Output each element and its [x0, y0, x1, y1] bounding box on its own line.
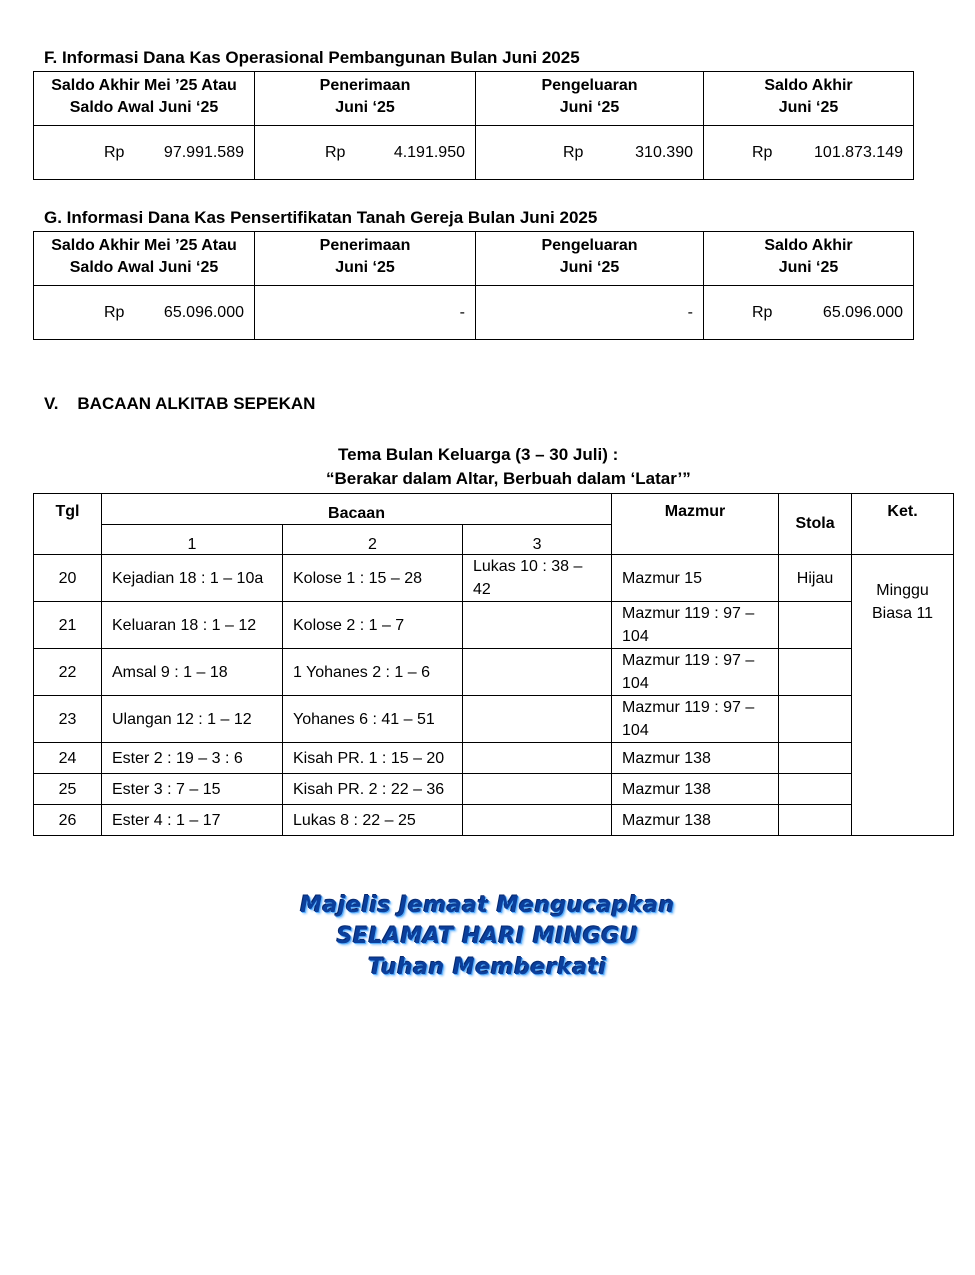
- row-bacaan-2: Yohanes 6 : 41 – 51: [283, 696, 463, 743]
- reading-table: [33, 493, 954, 836]
- g-header-saldo-akhir: Saldo Akhir Juni ‘25: [704, 232, 914, 286]
- section-g-table: [33, 231, 914, 340]
- g-value-penerimaan: -: [255, 286, 476, 340]
- amount: 97.991.589: [163, 143, 244, 161]
- row-stola: [779, 805, 852, 836]
- row-bacaan-3: [463, 743, 612, 774]
- f-header-saldo-akhir: Saldo Akhir Juni ‘25: [704, 72, 914, 126]
- row-stola: [779, 602, 852, 649]
- theme-line-2: “Berakar dalam Altar, Berbuah dalam ‘Latar’”: [326, 469, 691, 488]
- row-tgl: 22: [34, 649, 102, 696]
- g-header-pengeluaran: Pengeluaran Juni ‘25: [476, 232, 704, 286]
- row-mazmur: Mazmur 138: [612, 774, 779, 805]
- row-mazmur: Mazmur 119 : 97 – 104: [612, 602, 779, 649]
- table-row: [34, 602, 954, 649]
- row-bacaan-2: Kisah PR. 2 : 22 – 36: [283, 774, 463, 805]
- g-header-penerimaan: Penerimaan Juni ‘25: [255, 232, 476, 286]
- row-mazmur: Mazmur 138: [612, 743, 779, 774]
- col-bacaan-2: 2: [283, 525, 463, 555]
- col-stola: Stola: [779, 494, 852, 555]
- f-header-pengeluaran: Pengeluaran Juni ‘25: [476, 72, 704, 126]
- amount: 65.096.000: [822, 303, 903, 321]
- row-bacaan-3: [463, 774, 612, 805]
- row-tgl: 24: [34, 743, 102, 774]
- table-row: [34, 774, 954, 805]
- amount: 310.390: [635, 143, 693, 161]
- amount: 4.191.950: [393, 143, 465, 161]
- row-bacaan-3: [463, 602, 612, 649]
- row-stola: [779, 649, 852, 696]
- closing-line-2: SELAMAT HARI MINGGU: [336, 924, 639, 949]
- row-stola: [779, 696, 852, 743]
- row-mazmur: Mazmur 15: [612, 555, 779, 602]
- row-tgl: 25: [34, 774, 102, 805]
- f-header-saldo-awal: Saldo Akhir Mei ’25 Atau Saldo Awal Juni ‘25: [34, 72, 255, 126]
- f-value-saldo-awal: [34, 126, 255, 180]
- row-bacaan-3: Lukas 10 : 38 – 42: [463, 555, 612, 602]
- row-mazmur: Mazmur 119 : 97 – 104: [612, 649, 779, 696]
- table-row: [34, 805, 954, 836]
- closing-line-1: Majelis Jemaat Mengucapkan: [300, 893, 675, 918]
- currency-label: Rp: [752, 303, 773, 321]
- ket-value: Minggu Biasa 11: [852, 555, 954, 836]
- row-bacaan-1: Amsal 9 : 1 – 18: [102, 649, 283, 696]
- row-bacaan-3: [463, 696, 612, 743]
- table-row: [34, 696, 954, 743]
- f-value-penerimaan: [255, 126, 476, 180]
- row-tgl: 20: [34, 555, 102, 602]
- row-mazmur: Mazmur 138: [612, 805, 779, 836]
- row-bacaan-1: Ester 4 : 1 – 17: [102, 805, 283, 836]
- section-v-title: V. BACAAN ALKITAB SEPEKAN: [44, 394, 316, 413]
- section-g-title: G. Informasi Dana Kas Pensertifikatan Tanah Gereja Bulan Juni 2025: [44, 208, 598, 227]
- row-bacaan-2: Kolose 2 : 1 – 7: [283, 602, 463, 649]
- row-bacaan-2: Kolose 1 : 15 – 28: [283, 555, 463, 602]
- col-ket: Ket.: [852, 494, 954, 555]
- amount: 65.096.000: [163, 303, 244, 321]
- row-mazmur: Mazmur 119 : 97 – 104: [612, 696, 779, 743]
- currency-label: Rp: [104, 303, 125, 321]
- f-value-saldo-akhir: [704, 126, 914, 180]
- row-bacaan-3: [463, 649, 612, 696]
- row-bacaan-1: Kejadian 18 : 1 – 10a: [102, 555, 283, 602]
- col-bacaan: Bacaan: [102, 494, 612, 525]
- theme-line-1: Tema Bulan Keluarga (3 – 30 Juli) :: [338, 445, 619, 464]
- g-value-pengeluaran: -: [476, 286, 704, 340]
- col-bacaan-1: 1: [102, 525, 283, 555]
- col-bacaan-3: 3: [463, 525, 612, 555]
- row-tgl: 23: [34, 696, 102, 743]
- row-bacaan-2: Lukas 8 : 22 – 25: [283, 805, 463, 836]
- closing-greeting: [200, 890, 775, 983]
- amount: 101.873.149: [814, 143, 903, 161]
- col-mazmur: Mazmur: [612, 494, 779, 555]
- currency-label: Rp: [563, 143, 584, 161]
- table-row: [34, 555, 954, 602]
- row-bacaan-2: 1 Yohanes 2 : 1 – 6: [283, 649, 463, 696]
- section-f-title: F. Informasi Dana Kas Operasional Pembangunan Bulan Juni 2025: [44, 48, 580, 67]
- row-stola: Hijau: [779, 555, 852, 602]
- row-bacaan-1: Ulangan 12 : 1 – 12: [102, 696, 283, 743]
- g-header-saldo-awal: Saldo Akhir Mei ’25 Atau Saldo Awal Juni ‘25: [34, 232, 255, 286]
- row-stola: [779, 743, 852, 774]
- row-bacaan-1: Keluaran 18 : 1 – 12: [102, 602, 283, 649]
- closing-line-3: Tuhan Memberkati: [368, 955, 607, 980]
- row-bacaan-1: Ester 2 : 19 – 3 : 6: [102, 743, 283, 774]
- currency-label: Rp: [752, 143, 773, 161]
- section-f-table: [33, 71, 914, 180]
- row-tgl: 26: [34, 805, 102, 836]
- f-header-penerimaan: Penerimaan Juni ‘25: [255, 72, 476, 126]
- table-row: [34, 649, 954, 696]
- currency-label: Rp: [325, 143, 346, 161]
- g-value-saldo-akhir: [704, 286, 914, 340]
- row-stola: [779, 774, 852, 805]
- g-value-saldo-awal: [34, 286, 255, 340]
- row-tgl: 21: [34, 602, 102, 649]
- row-bacaan-2: Kisah PR. 1 : 15 – 20: [283, 743, 463, 774]
- row-bacaan-1: Ester 3 : 7 – 15: [102, 774, 283, 805]
- row-bacaan-3: [463, 805, 612, 836]
- col-tgl: Tgl: [34, 494, 102, 555]
- currency-label: Rp: [104, 143, 125, 161]
- f-value-pengeluaran: [476, 126, 704, 180]
- table-row: [34, 743, 954, 774]
